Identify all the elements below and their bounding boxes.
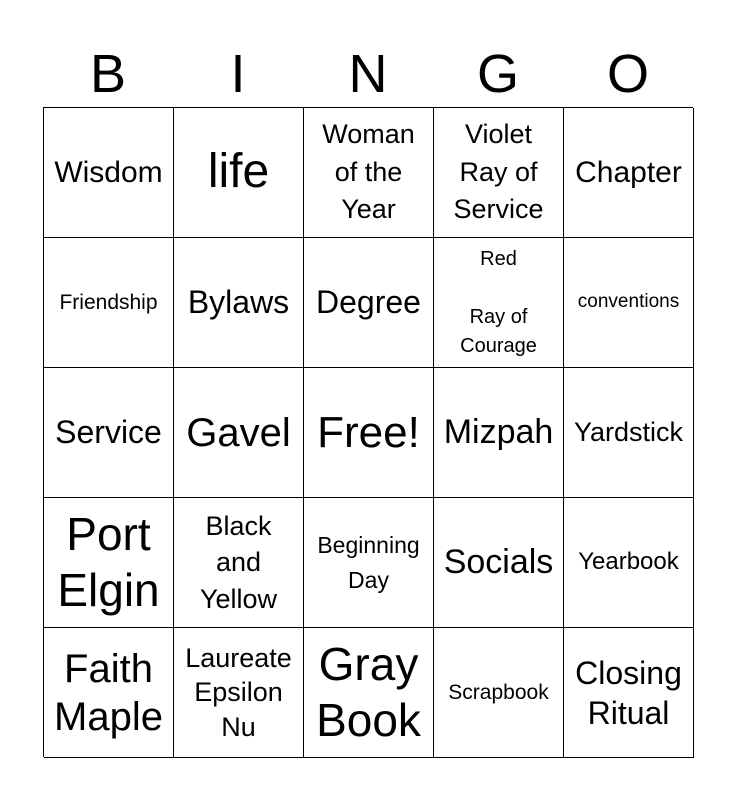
cell-text: Red Ray of Courage xyxy=(460,247,537,357)
bingo-cell[interactable] xyxy=(564,628,694,758)
cell-text: Yearbook xyxy=(578,548,679,576)
free-space-text: Free! xyxy=(317,408,420,457)
free-space-cell[interactable] xyxy=(304,368,434,498)
bingo-cell[interactable] xyxy=(174,498,304,628)
cell-text: Beginning Day xyxy=(317,532,420,593)
cell-text: Faith Maple xyxy=(54,646,163,739)
bingo-cell[interactable] xyxy=(434,108,564,238)
bingo-cell[interactable] xyxy=(44,368,174,498)
cell-text: Woman of the Year xyxy=(322,118,415,225)
cell-text: Laureate Epsilon Nu xyxy=(185,643,292,742)
cell-text: Scrapbook xyxy=(448,680,549,704)
bingo-cell[interactable] xyxy=(174,238,304,368)
header-letter-i: I xyxy=(230,44,246,104)
cell-text: Mizpah xyxy=(443,413,554,452)
bingo-cell[interactable] xyxy=(304,628,434,758)
bingo-cell[interactable] xyxy=(564,368,694,498)
bingo-cell[interactable] xyxy=(174,108,304,238)
header-letter-n: N xyxy=(348,44,388,104)
cell-text: Black and Yellow xyxy=(199,510,278,614)
cell-text: life xyxy=(207,145,270,199)
bingo-cell[interactable] xyxy=(44,628,174,758)
cell-text: Friendship xyxy=(59,290,158,314)
bingo-cell[interactable] xyxy=(44,498,174,628)
cell-text: Violet Ray of Service xyxy=(453,118,544,225)
cell-text: Gray Book xyxy=(316,638,421,746)
bingo-cell[interactable] xyxy=(434,628,564,758)
bingo-cell[interactable] xyxy=(44,108,174,238)
cell-text: Chapter xyxy=(575,155,682,189)
bingo-cell[interactable] xyxy=(304,238,434,368)
bingo-cell[interactable] xyxy=(304,498,434,628)
bingo-grid xyxy=(43,107,693,757)
cell-text: Closing Ritual xyxy=(575,654,682,731)
cell-text: Wisdom xyxy=(54,155,163,189)
bingo-header xyxy=(43,40,693,108)
bingo-cell[interactable] xyxy=(174,368,304,498)
cell-text: Gavel xyxy=(186,410,291,455)
bingo-cell[interactable] xyxy=(564,238,694,368)
bingo-cell[interactable] xyxy=(174,628,304,758)
header-letter-b: B xyxy=(89,44,127,104)
bingo-cell[interactable] xyxy=(304,108,434,238)
bingo-cell[interactable] xyxy=(434,498,564,628)
bingo-cell[interactable] xyxy=(434,238,564,368)
cell-text: Port Elgin xyxy=(57,508,160,616)
bingo-cell[interactable] xyxy=(564,108,694,238)
cell-text: Socials xyxy=(443,543,554,582)
bingo-cell[interactable] xyxy=(564,498,694,628)
cell-text: Yardstick xyxy=(573,416,684,447)
bingo-cell[interactable] xyxy=(44,238,174,368)
header-letter-o: O xyxy=(606,44,649,104)
cell-text: Degree xyxy=(316,284,421,321)
cell-text: conventions xyxy=(577,291,680,313)
cell-text: Service xyxy=(55,414,162,451)
bingo-cell[interactable] xyxy=(434,368,564,498)
cell-text: Bylaws xyxy=(187,284,290,321)
header-letter-g: G xyxy=(476,44,519,104)
